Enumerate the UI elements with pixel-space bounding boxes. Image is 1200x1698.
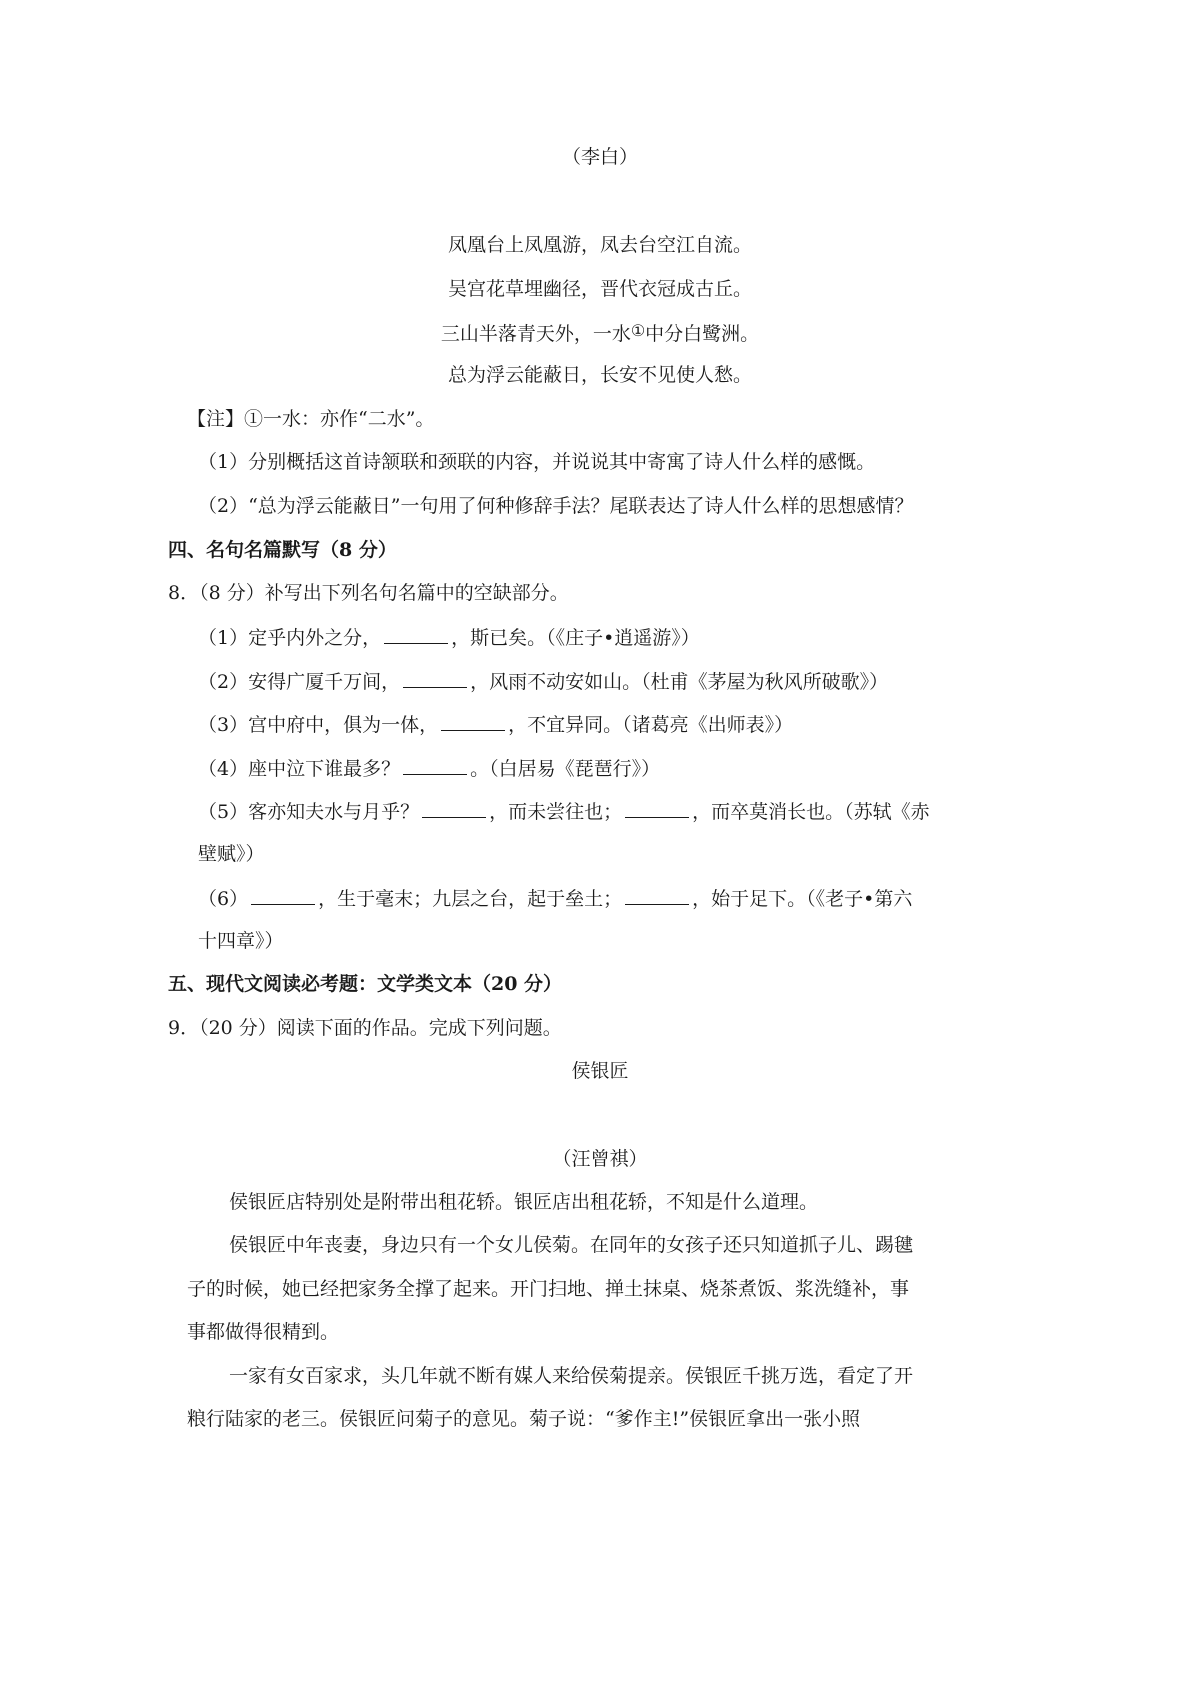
fill-item-2 [198, 671, 888, 692]
poem-line-4: 总为浮云能蔽日，长安不见使人愁。 [447, 364, 752, 386]
question-9: 9．（20 分）阅读下面的作品。完成下列问题。 [168, 1017, 562, 1039]
fill-item-1 [198, 627, 700, 648]
answer-blank [422, 801, 486, 818]
fill-item-5-text-c: ，而卒莫消长也。（苏轼《赤 [692, 801, 930, 823]
poem-line-1: 凤凰台上凤凰游，凤去台空江自流。 [447, 234, 752, 256]
story-paragraph-2-line-3: 事都做得很精到。 [187, 1321, 340, 1343]
fill-item-4 [198, 758, 660, 779]
note-marker: ① [630, 321, 646, 340]
poem-line-3 [0, 323, 1200, 344]
poem-line-3-tail: 中分白鹭洲。 [645, 323, 760, 345]
answer-blank [384, 627, 448, 644]
poem-line-3-head: 三山半落青天外，一水 [440, 323, 631, 345]
section-4-heading: 四、名句名篇默写（8 分） [168, 539, 397, 561]
poem-question-1: （1）分别概括这首诗颔联和颈联的内容，并说说其中寄寓了诗人什么样的感慨。 [198, 451, 876, 473]
answer-blank [441, 714, 505, 731]
poem-line-2: 吴宫花草埋幽径，晋代衣冠成古丘。 [447, 278, 752, 300]
fill-item-1-text-b: ，斯已矣。（《庄子•逍遥游》） [451, 627, 700, 649]
poem-author: （李白） [561, 146, 638, 168]
fill-item-6 [198, 888, 912, 909]
fill-item-5-text-b: ，而未尝往也； [489, 801, 623, 823]
fill-item-3-text-a: （3）宫中府中，俱为一体， [198, 714, 439, 736]
fill-item-4-text-a: （4）座中泣下谁最多？ [198, 758, 401, 780]
fill-item-6-text-a: （6） [198, 888, 249, 910]
fill-item-6-text-c: ，始于足下。（《老子•第六 [692, 888, 913, 910]
poem-note: 【注】①一水：亦作“二水”。 [187, 408, 435, 430]
fill-item-1-text-a: （1）定乎内外之分， [198, 627, 382, 649]
story-paragraph-3-line-2: 粮行陆家的老三。侯银匠问菊子的意见。菊子说：“爹作主!”侯银匠拿出一张小照 [187, 1408, 861, 1430]
answer-blank [251, 888, 315, 905]
fill-item-2-text-b: ，风雨不动安如山。（杜甫《茅屋为秋风所破歌》） [470, 671, 889, 693]
story-author: （汪曾祺） [552, 1148, 648, 1170]
answer-blank [403, 671, 467, 688]
fill-item-3 [198, 714, 793, 735]
fill-item-5 [198, 801, 930, 822]
fill-item-5-continued: 壁赋》） [198, 843, 265, 865]
section-5-heading: 五、现代文阅读必考题：文学类文本（20 分） [168, 973, 563, 995]
answer-blank [625, 801, 689, 818]
story-paragraph-2-line-2: 子的时候，她已经把家务全撑了起来。开门扫地、掸土抹桌、烧茶煮饭、浆洗缝补，事 [187, 1278, 910, 1300]
answer-blank [625, 888, 689, 905]
fill-item-6-text-b: ，生于毫末；九层之台，起于垒土； [318, 888, 623, 910]
fill-item-5-text-a: （5）客亦知夫水与月乎？ [198, 801, 420, 823]
fill-item-3-text-b: ，不宜异同。（诸葛亮《出师表》） [508, 714, 794, 736]
story-paragraph-2-line-1: 侯银匠中年丧妻，身边只有一个女儿侯菊。在同年的女孩子还只知道抓子儿、踢毽 [229, 1234, 914, 1256]
fill-item-6-continued: 十四章》） [198, 930, 284, 952]
story-paragraph-3-line-1: 一家有女百家求，头几年就不断有媒人来给侯菊提亲。侯银匠千挑万选，看定了开 [229, 1365, 914, 1387]
poem-question-2: （2）“总为浮云能蔽日”一句用了何种修辞手法？尾联表达了诗人什么样的思想感情？ [198, 495, 914, 517]
story-paragraph-1: 侯银匠店特别处是附带出租花轿。银匠店出租花轿，不知是什么道理。 [229, 1191, 819, 1213]
fill-item-2-text-a: （2）安得广厦千万间， [198, 671, 401, 693]
answer-blank [403, 758, 467, 775]
fill-item-4-text-b: 。（白居易《琵琶行》） [470, 758, 661, 780]
story-title: 侯银匠 [571, 1060, 629, 1082]
question-8: 8．（8 分）补写出下列名句名篇中的空缺部分。 [168, 582, 569, 604]
